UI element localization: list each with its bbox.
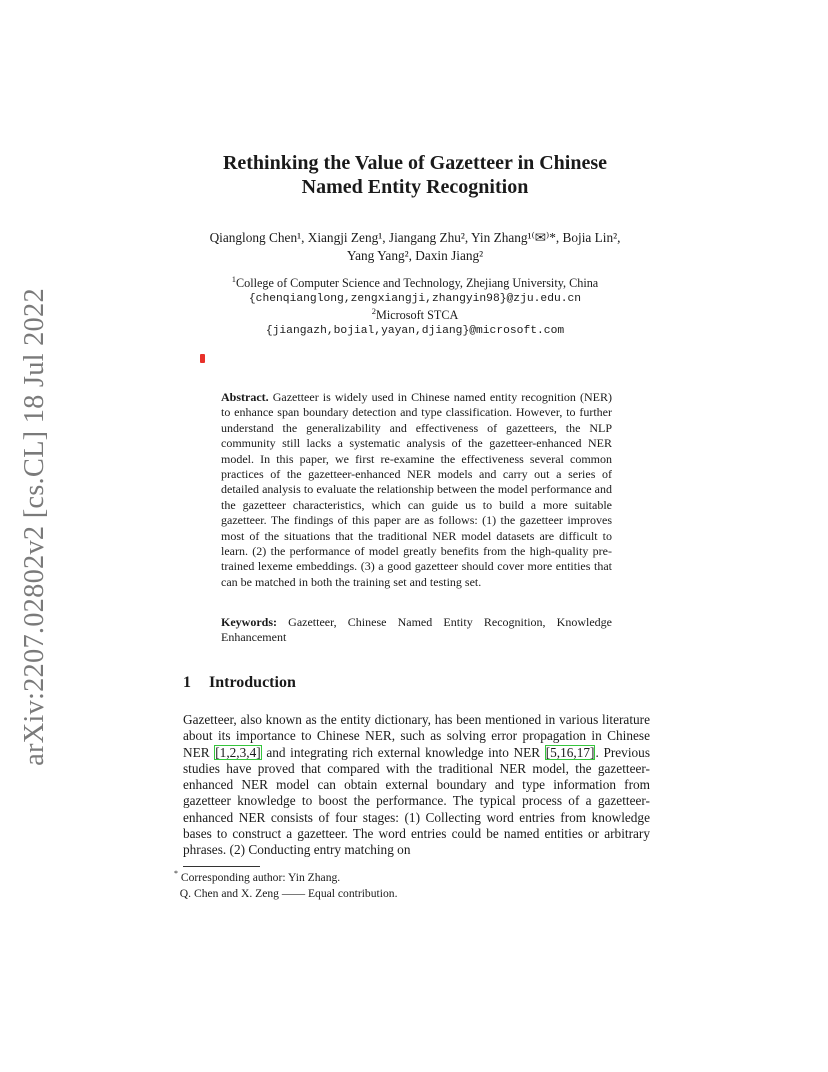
authors-line-1: Qianglong Chen¹, Xiangji Zeng¹, Jiangang Zhu², Yin Zhang¹⁽✉⁾*, Bojia Lin², bbox=[209, 230, 621, 245]
intro-text-part-2: and integrating rich external knowledge into NER bbox=[261, 744, 545, 760]
author-list bbox=[150, 229, 680, 265]
authors-line-2: Yang Yang², Daxin Jiang² bbox=[346, 248, 484, 263]
footnote-equal-contribution bbox=[170, 886, 650, 902]
affiliation-1-text: College of Computer Science and Technology, Zhejiang University, China bbox=[236, 276, 599, 290]
arxiv-sidebar-identifier bbox=[12, 288, 58, 766]
footnote-rule bbox=[183, 866, 260, 867]
keywords-label: Keywords: bbox=[221, 615, 277, 629]
affiliation-1-email: {chenqianglong,zengxiangji,zhangyin98}@zju.edu.cn bbox=[248, 293, 582, 305]
footnotes bbox=[170, 870, 650, 902]
abstract-block bbox=[221, 390, 612, 590]
title-line-2: Named Entity Recognition bbox=[301, 176, 529, 198]
footnote-corresponding bbox=[170, 870, 650, 886]
affiliation-2-mark: 2 bbox=[371, 305, 376, 316]
abstract-text: Gazetteer is widely used in Chinese named entity recognition (NER) to enhance span boundary detection and type classification. However, to further understand the generalizability and effectiveness of gazetteers, the NLP community still lacks a systematic analysis of the gazetteer-enhanced NER model. In this paper, we first re-examine the effectiveness several common practices of the gazetteer-enhanced NER models and carry out a series of detailed analysis to evaluate the relationship between the model performance and the gazetteer characteristics, which can guide us to build a more suitable gazetteer. The findings of this paper are as follows: (1) the gazetteer improves most of the situations that the traditional NER model datasets are difficult to learn. (2) the performance of model greatly benefits from the high-quality pre-trained lexeme embeddings. (3) a good gazetteer should cover more entities that can be matched in both the training set and testing set. bbox=[221, 390, 612, 589]
section-title: Introduction bbox=[209, 674, 296, 691]
affiliation-1-mark: 1 bbox=[231, 273, 237, 284]
orcid-marker-icon bbox=[200, 354, 205, 363]
citation-link-2[interactable]: [5,16,17] bbox=[545, 744, 595, 760]
affiliations bbox=[150, 275, 680, 339]
footnote-mark: * bbox=[174, 869, 178, 879]
citation-link-1[interactable]: [1,2,3,4] bbox=[215, 744, 261, 760]
paper-title bbox=[150, 151, 680, 199]
affiliation-2-email: {jiangazh,bojial,yayan,djiang}@microsoft.com bbox=[265, 325, 565, 337]
keywords-block bbox=[221, 615, 612, 646]
title-line-1: Rethinking the Value of Gazetteer in Chinese bbox=[222, 152, 608, 174]
section-number: 1 bbox=[183, 674, 191, 691]
arxiv-id-text: arXiv:2207.02802v2 [cs.CL] 18 Jul 2022 bbox=[19, 288, 50, 766]
abstract-label: Abstract. bbox=[221, 390, 269, 404]
affiliation-1 bbox=[150, 275, 680, 291]
affiliation-2-text: Microsoft STCA bbox=[375, 308, 459, 322]
introduction-paragraph bbox=[183, 712, 650, 859]
section-heading bbox=[183, 674, 296, 692]
keywords-text: Gazetteer, Chinese Named Entity Recognition, Knowledge Enhancement bbox=[221, 615, 612, 645]
footnote-corresponding-text: Corresponding author: Yin Zhang. bbox=[180, 871, 341, 884]
footnote-equal-text: Q. Chen and X. Zeng —— Equal contribution. bbox=[179, 887, 398, 900]
intro-text-part-3: . Previous studies have proved that compared with the traditional NER model, the gazetteer-enhanced NER model can obtain external boundary and type information from gazetteer knowledge to boost the performance. The typical process of a gazetteer-enhanced NER consists of four stages: (1) Collecting word entries from knowledge bases to construct a gazetteer. The word entries could be named entities or arbitrary phrases. (2) Conducting entry matching on bbox=[183, 744, 650, 858]
affiliation-2 bbox=[150, 307, 680, 323]
intro-text-part-1: Gazetteer, also known as the entity dictionary, has been mentioned in various literature about its importance to Chinese NER, such as solving error propagation in Chinese NER bbox=[183, 712, 650, 760]
